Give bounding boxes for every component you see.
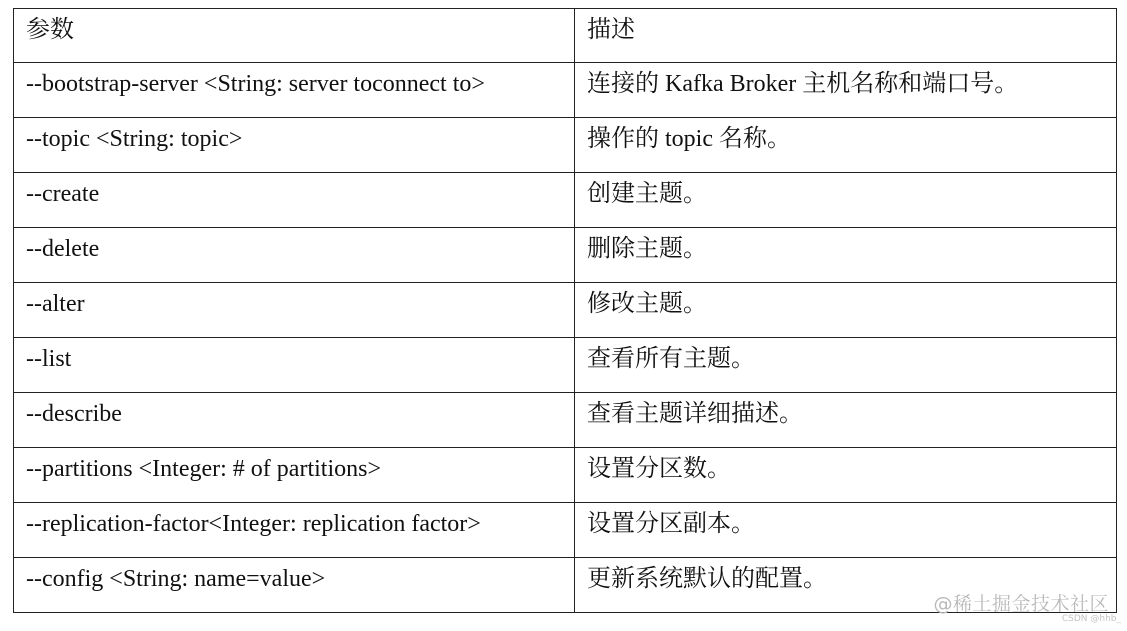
desc-cell: 设置分区副本。 — [575, 503, 1117, 558]
param-cell: --bootstrap-server <String: server toconnect to> — [14, 63, 575, 118]
table-row — [14, 503, 1117, 558]
table-row — [14, 283, 1117, 338]
param-cell: --describe — [14, 393, 575, 448]
table-row — [14, 228, 1117, 283]
table-row — [14, 393, 1117, 448]
header-desc-cell: 描述 — [575, 9, 1117, 63]
param-cell: --replication-factor<Integer: replication factor> — [14, 503, 575, 558]
param-cell: --config <String: name=value> — [14, 558, 575, 613]
table-header-row — [14, 9, 1117, 63]
desc-cell: 修改主题。 — [575, 283, 1117, 338]
watermark: @稀土掘金技术社区 — [933, 593, 1109, 615]
table-row — [14, 63, 1117, 118]
watermark-sub: CSDN @hhb_ — [1061, 614, 1121, 624]
table-row — [14, 448, 1117, 503]
desc-cell: 查看主题详细描述。 — [575, 393, 1117, 448]
desc-cell: 删除主题。 — [575, 228, 1117, 283]
table-row — [14, 338, 1117, 393]
param-cell: --topic <String: topic> — [14, 118, 575, 173]
header-param-cell: 参数 — [14, 9, 575, 63]
table-row — [14, 118, 1117, 173]
param-cell: --partitions <Integer: # of partitions> — [14, 448, 575, 503]
table-row — [14, 173, 1117, 228]
param-cell: --list — [14, 338, 575, 393]
desc-cell: 更新系统默认的配置。 — [575, 558, 1117, 613]
desc-cell: 设置分区数。 — [575, 448, 1117, 503]
desc-cell: 操作的 topic 名称。 — [575, 118, 1117, 173]
desc-cell: 查看所有主题。 — [575, 338, 1117, 393]
desc-cell: 连接的 Kafka Broker 主机名称和端口号。 — [575, 63, 1117, 118]
desc-cell: 创建主题。 — [575, 173, 1117, 228]
parameter-table — [13, 8, 1117, 613]
param-cell: --create — [14, 173, 575, 228]
param-cell: --delete — [14, 228, 575, 283]
param-cell: --alter — [14, 283, 575, 338]
